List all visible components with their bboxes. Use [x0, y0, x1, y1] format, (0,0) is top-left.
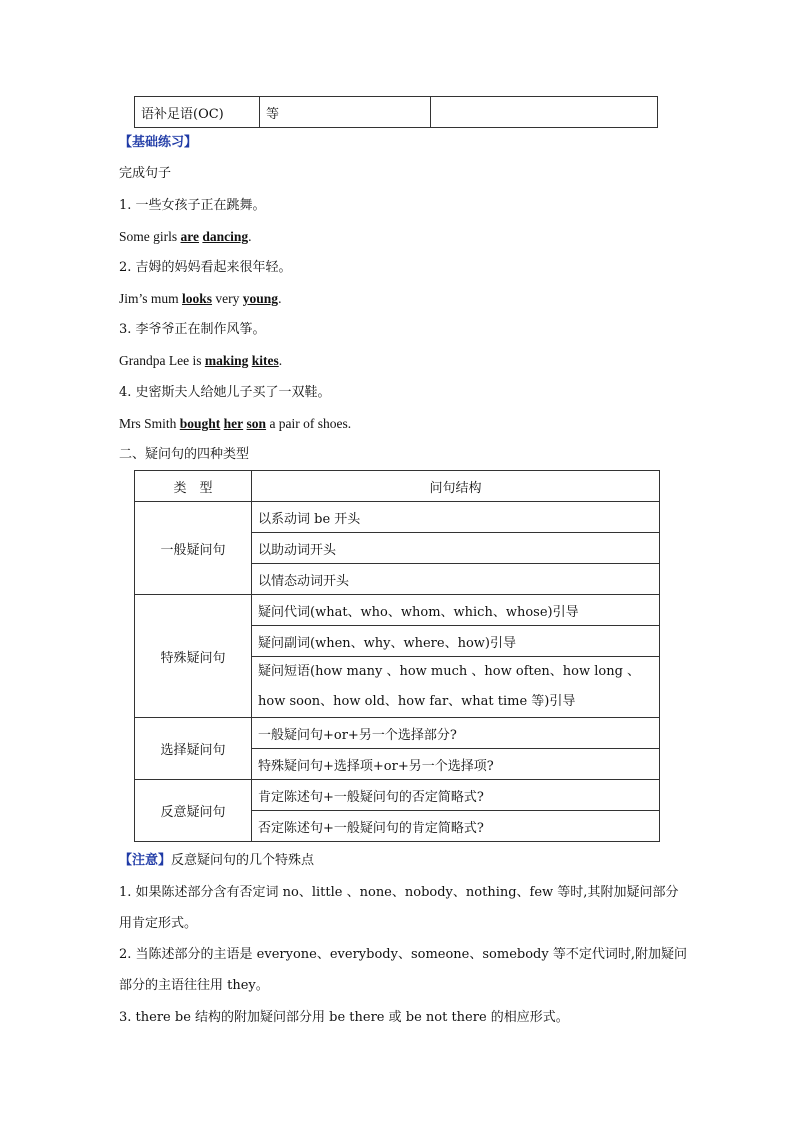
answer: her [223, 416, 244, 431]
section-heading: 【基础练习】 [119, 135, 198, 150]
structure-cell: 特殊疑问句+选择项+or+另一个选择项? [252, 749, 660, 780]
exercise-en: Jim’s mum looks very young. [119, 291, 282, 306]
exercise-en: Grandpa Lee is making kites. [119, 353, 283, 368]
answer: kites [251, 353, 279, 368]
exercise-cn: 3. 李爷爷正在制作风筝。 [119, 322, 266, 337]
answer: young [242, 291, 279, 306]
answer: looks [182, 291, 213, 306]
structure-cell: 疑问副词(when、why、where、how)引导 [252, 626, 660, 657]
structure-cell: 一般疑问句+or+另一个选择部分? [252, 718, 660, 749]
type-cell: 选择疑问句 [135, 718, 252, 780]
grammar-table-fragment [134, 96, 658, 128]
structure-cell: 以系动词 be 开头 [252, 502, 660, 533]
exercise-cn: 2. 吉姆的妈妈看起来很年轻。 [119, 260, 292, 275]
column-header: 类 型 [135, 471, 252, 502]
section-title: 二、疑问句的四种类型 [119, 447, 250, 462]
table-row [135, 780, 660, 811]
table-row [135, 97, 658, 128]
table-header-row [135, 471, 660, 502]
table-cell: 语补足语(OC) [135, 97, 260, 128]
answer: bought [179, 416, 221, 431]
answer: making [204, 353, 249, 368]
answer: are [180, 229, 200, 244]
note-paragraph: 3. there be 结构的附加疑问部分用 be there 或 be not there 的相应形式。 [119, 1010, 569, 1025]
answer: son [246, 416, 267, 431]
answer: dancing [202, 229, 249, 244]
exercise-en: Mrs Smith bought her son a pair of shoes. [119, 416, 352, 431]
structure-cell: 以助动词开头 [252, 533, 660, 564]
note-paragraph: 2. 当陈述部分的主语是 everyone、everybody、someone、somebody 等不定代词时,附加疑问 [119, 947, 687, 962]
note-paragraph: 部分的主语往往用 they。 [119, 978, 269, 993]
type-cell: 一般疑问句 [135, 502, 252, 595]
column-header: 问句结构 [252, 471, 660, 502]
exercise-cn: 1. 一些女孩子正在跳舞。 [119, 198, 266, 213]
structure-cell: 疑问代词(what、who、whom、which、whose)引导 [252, 595, 660, 626]
structure-cell: 肯定陈述句+一般疑问句的否定简略式? [252, 780, 660, 811]
exercise-subtitle: 完成句子 [119, 166, 172, 181]
table-cell: 等 [260, 97, 431, 128]
table-row [135, 595, 660, 626]
note-paragraph: 1. 如果陈述部分含有否定词 no、little 、none、nobody、nothing、few 等时,其附加疑问部分 [119, 885, 679, 900]
question-types-table [134, 470, 660, 842]
structure-cell: 以情态动词开头 [252, 564, 660, 595]
note-paragraph: 用肯定形式。 [119, 916, 198, 931]
table-cell [431, 97, 658, 128]
exercise-en: Some girls are dancing. [119, 229, 252, 244]
type-cell: 反意疑问句 [135, 780, 252, 842]
structure-cell: 疑问短语(how many 、how much 、how often、how long 、how soon、how old、how far、what time 等)引导 [252, 657, 660, 718]
table-row [135, 502, 660, 533]
type-cell: 特殊疑问句 [135, 595, 252, 718]
structure-cell: 否定陈述句+一般疑问句的肯定简略式? [252, 811, 660, 842]
note-heading: 【注意】反意疑问句的几个特殊点 [119, 853, 315, 868]
table-row [135, 718, 660, 749]
exercise-cn: 4. 史密斯夫人给她儿子买了一双鞋。 [119, 385, 331, 400]
